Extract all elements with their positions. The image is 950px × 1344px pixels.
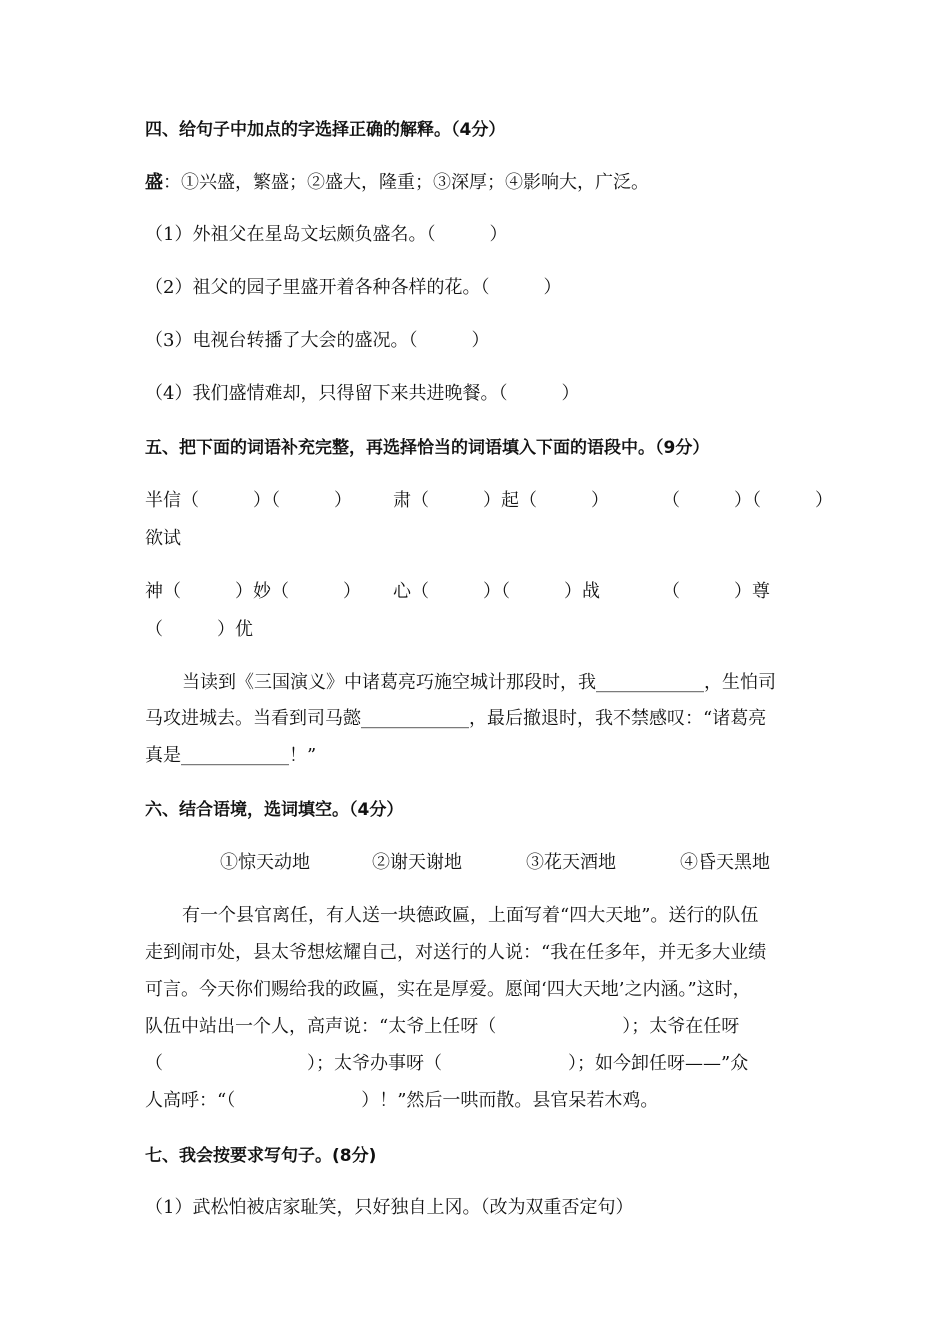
question-item: （4）我们盛情难却，只得留下来共进晚餐。（ ）	[145, 383, 580, 404]
word-option: ④昏天黑地	[680, 852, 770, 873]
passage-line: 真是____________！”	[145, 745, 317, 766]
question-item: （2）祖父的园子里盛开着各种各样的花。（ ）	[145, 277, 562, 298]
passage-line: 马攻进城去。当看到司马懿____________，最后撤退时，我不禁感叹：“诸葛亮	[145, 708, 767, 729]
word-option: ②谢天谢地	[372, 852, 462, 873]
section-6-title: 六、结合语境，选词填空。（4分）	[145, 800, 404, 820]
word-blank-wrap: （ ）优	[145, 619, 253, 640]
word-blank: 神（ ）妙（ ）	[145, 581, 361, 602]
word-blank: 半信（ ）（ ）	[145, 490, 352, 511]
word-blank: （ ）尊	[662, 581, 770, 602]
question-item: （3）电视台转播了大会的盛况。（ ）	[145, 330, 490, 351]
passage-line: 走到闹市处，县太爷想炫耀自己，对送行的人说：“我在任多年，并无多大业绩	[145, 942, 767, 963]
passage-line: 有一个县官离任，有人送一块德政匾，上面写着“四大天地”。送行的队伍	[182, 905, 759, 926]
word-option: ③花天酒地	[526, 852, 616, 873]
word-blank: 肃（ ）起（ ）	[393, 490, 609, 511]
section-7-title: 七、我会按要求写句子。(8分)	[145, 1146, 377, 1166]
question-item: （1）武松怕被店家耻笑，只好独自上冈。（改为双重否定句）	[145, 1197, 634, 1218]
passage-line: （ ）；太爷办事呀（ ）；如今卸任呀——”众	[145, 1053, 749, 1074]
section-4-title: 四、给句子中加点的字选择正确的解释。（4分）	[145, 120, 506, 140]
question-item: （1）外祖父在星岛文坛颇负盛名。（ ）	[145, 224, 508, 245]
passage-line: 人高呼：“（ ）！”然后一哄而散。县官呆若木鸡。	[145, 1090, 659, 1111]
word-blank: （ ）（ ）	[662, 490, 833, 511]
definition-char: 盛	[145, 172, 163, 193]
passage-line: 当读到《三国演义》中诸葛亮巧施空城计那段时，我____________，生怕司	[182, 672, 776, 693]
definition-line	[145, 171, 649, 195]
definition-text: ：①兴盛，繁盛；②盛大，隆重；③深厚；④影响大，广泛。	[163, 172, 649, 193]
passage-line: 队伍中站出一个人，高声说：“太爷上任呀（ ）；太爷在任呀	[145, 1016, 740, 1037]
word-blank-wrap: 欲试	[145, 528, 181, 549]
word-option: ①惊天动地	[220, 852, 310, 873]
section-5-title: 五、把下面的词语补充完整，再选择恰当的词语填入下面的语段中。（9分）	[145, 438, 710, 458]
passage-line: 可言。今天你们赐给我的政匾，实在是厚爱。愿闻‘四大天地’之内涵。”这时，	[145, 979, 751, 1000]
word-blank: 心（ ）（ ）战	[393, 581, 600, 602]
